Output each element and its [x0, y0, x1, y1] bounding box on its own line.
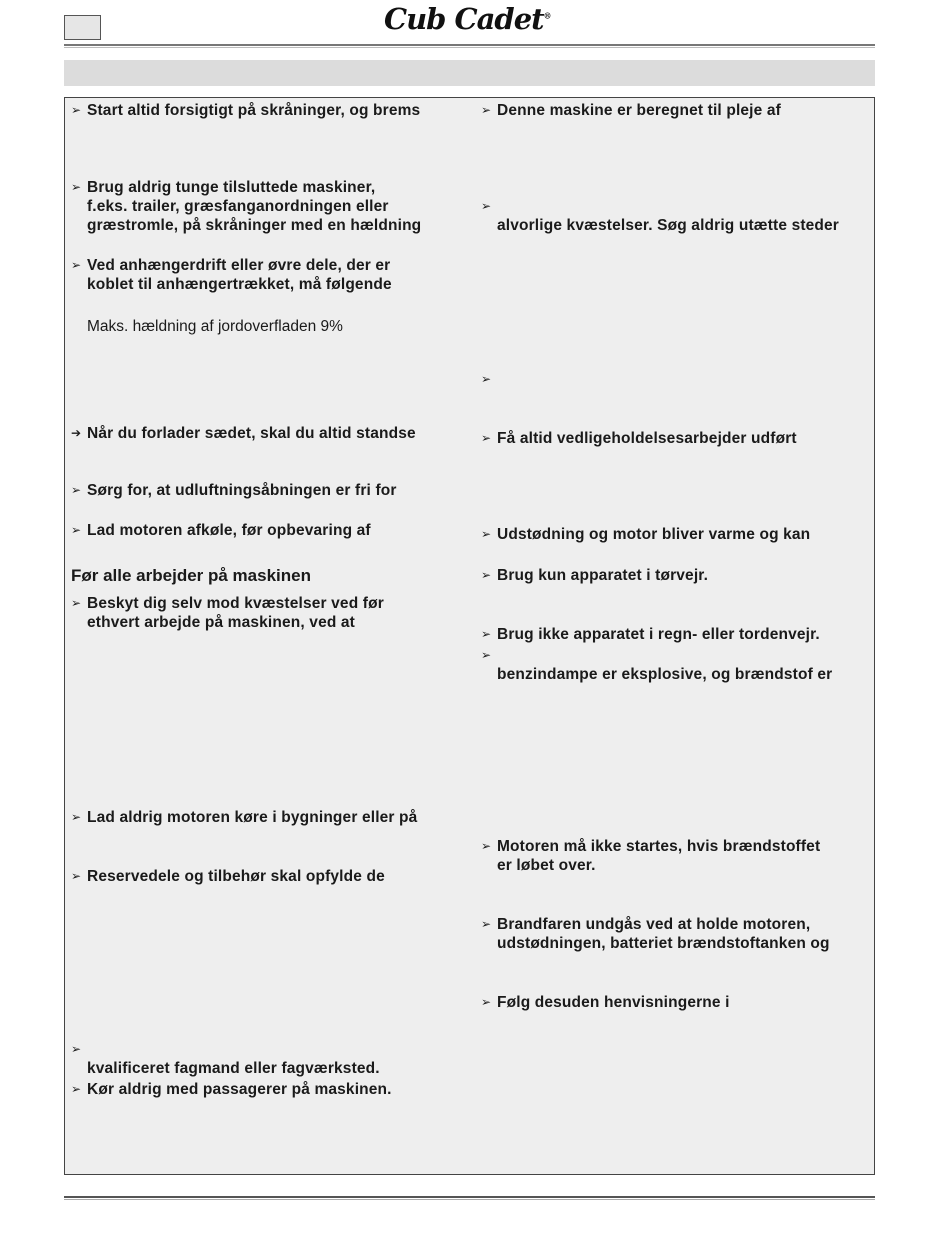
list-item: ➢ Brug aldrig tunge tilsluttede maskiner, f.eks. trailer, græsfanganordningen eller græstromle, på skråninger med en hældning — [71, 179, 422, 234]
arrow-bullet-icon: ➢ — [71, 1042, 82, 1056]
list-item: ➢ Få altid vedligeholdelsesarbejder udført — [481, 430, 797, 447]
list-item: ➢ alvorlige kvæstelser. Søg aldrig utætte steder — [481, 199, 839, 234]
arrow-bullet-icon: ➢ — [481, 103, 492, 117]
arrow-bullet-icon: ➢ — [481, 527, 492, 541]
list-item: ➢ Denne maskine er beregnet til pleje af — [481, 102, 781, 119]
arrow-bullet-icon: ➢ — [481, 568, 492, 582]
arrow-bullet-icon: ➢ — [481, 431, 492, 445]
arrow-bullet-icon: ➢ — [71, 596, 82, 610]
list-item: ➢ Lad aldrig motoren køre i bygninger eller på — [71, 809, 418, 826]
arrow-bullet-icon: ➢ — [71, 810, 82, 824]
arrow-bullet-icon: ➢ — [71, 523, 82, 537]
footer-rule — [64, 1196, 875, 1198]
arrow-bullet-icon: ➢ — [481, 917, 492, 931]
arrow-bullet-icon: ➢ — [481, 648, 492, 662]
arrow-bullet-icon: ➢ — [71, 483, 82, 497]
page-number-box — [64, 15, 101, 40]
list-item: ➢ Sørg for, at udluftningsåbningen er fri for — [71, 482, 397, 499]
arrow-bullet-icon: ➢ — [481, 839, 492, 853]
arrow-bullet-icon: ➢ — [71, 103, 82, 117]
cub-cadet-logo: Cub Cadet® — [384, 2, 551, 36]
list-item: ➔ Når du forlader sædet, skal du altid standse — [71, 425, 416, 442]
list-item: ➢ kvalificeret fagmand eller fagværksted. — [71, 1042, 380, 1077]
list-item: ➢ Kør aldrig med passagerer på maskinen. — [71, 1081, 392, 1098]
arrow-bullet-icon: ➢ — [71, 869, 82, 883]
section-heading: Før alle arbejder på maskinen — [71, 566, 311, 585]
list-item: ➢ benzindampe er eksplosive, og brændstof er — [481, 648, 833, 683]
arrow-bullet-icon: ➢ — [71, 1082, 82, 1096]
list-item: ➢ Følg desuden henvisningerne i — [481, 994, 730, 1011]
list-item: ➢ Start altid forsigtigt på skråninger, og brems — [71, 102, 421, 119]
list-item: ➢ Ved anhængerdrift eller øvre dele, der er koblet til anhængertrækket, må følgende — [71, 257, 392, 293]
list-item: ➢ Brug kun apparatet i tørvejr. — [481, 567, 709, 584]
list-item: ➢ Udstødning og motor bliver varme og kan — [481, 526, 811, 543]
arrow-bullet-icon: ➢ — [481, 372, 492, 386]
section-band — [64, 60, 875, 86]
list-item: ➢ Brandfaren undgås ved at holde motoren, udstødningen, batteriet brændstoftanken og — [481, 916, 830, 952]
arrow-bullet-icon: ➢ — [71, 180, 82, 194]
list-item: ➢ Reservedele og tilbehør skal opfylde de — [71, 868, 385, 885]
arrow-bullet-icon: ➢ — [481, 199, 492, 213]
slope-note: Maks. hældning af jordoverfladen 9% — [87, 318, 343, 335]
arrow-bullet-icon: ➢ — [71, 258, 82, 272]
arrow-bullet-icon: ➢ — [481, 995, 492, 1009]
header-rule-thin — [64, 47, 875, 48]
list-item: ➢ Brug ikke apparatet i regn- eller tordenvejr. — [481, 626, 820, 643]
arrow-bullet-icon: ➢ — [481, 627, 492, 641]
arrow-right-icon: ➔ — [71, 426, 82, 440]
footer-rule-thin — [64, 1199, 875, 1200]
header-rule — [64, 44, 875, 46]
list-item: ➢ Beskyt dig selv mod kvæstelser ved før ethvert arbejde på maskinen, ved at — [71, 595, 384, 631]
list-item: ➢ Motoren må ikke startes, hvis brændstoffet er løbet over. — [481, 838, 821, 874]
list-item: ➢ Lad motoren afkøle, før opbevaring af — [71, 522, 371, 539]
